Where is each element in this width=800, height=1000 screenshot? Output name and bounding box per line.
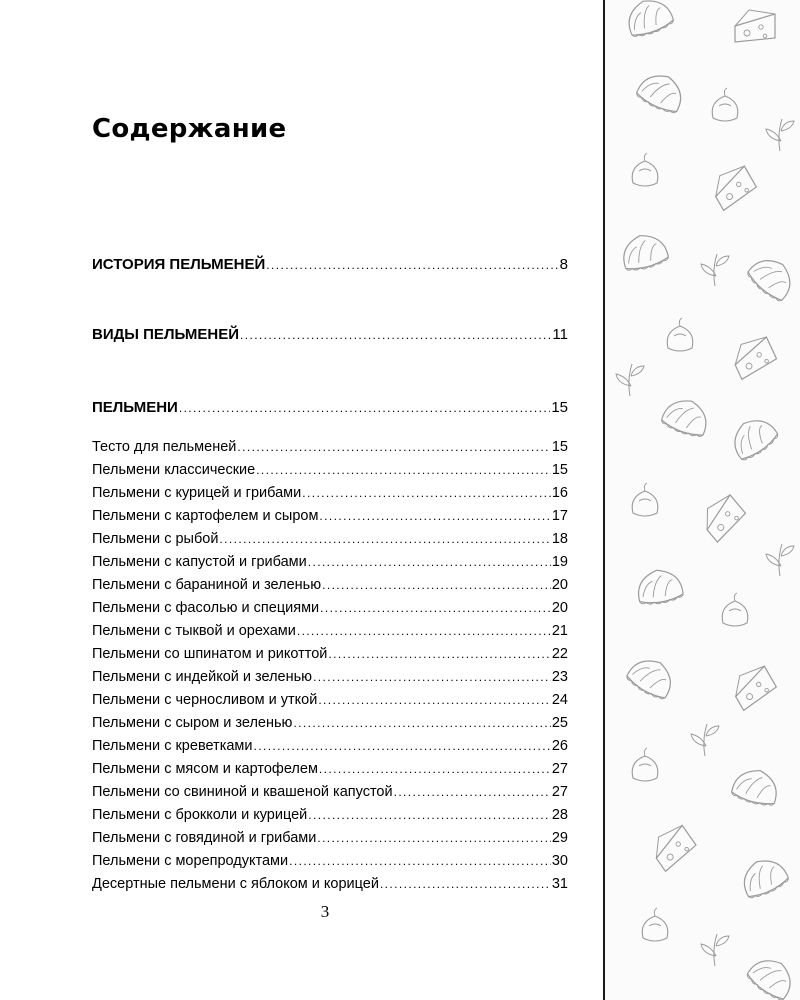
toc-leader (240, 326, 551, 344)
toc-leader (319, 760, 551, 778)
toc-entry-label: Пельмени со свининой и квашеной капустой (92, 784, 393, 800)
toc-entry-label: Десертные пельмени с яблоком и корицей (92, 876, 379, 892)
toc-section-types (92, 326, 568, 344)
toc-leader (313, 668, 551, 686)
toc-entry (92, 461, 568, 479)
toc-entry-label: Пельмени с сыром и зеленью (92, 715, 293, 731)
toc-entry (92, 714, 568, 732)
toc-entry-page: 17 (551, 508, 568, 524)
toc-entry-label: Пельмени с капустой и грибами (92, 554, 307, 570)
toc-leader (320, 599, 551, 617)
toc-entry-label: Пельмени с фасолью и специями (92, 600, 320, 616)
toc-entry (92, 760, 568, 778)
toc-entry-page: 16 (551, 485, 568, 501)
toc-leader (317, 829, 551, 847)
toc-entry-page: 15 (551, 462, 568, 478)
decorative-pattern (605, 0, 800, 1000)
toc-entry-label: Пельмени с брокколи и курицей (92, 807, 308, 823)
toc-entry-page: 23 (551, 669, 568, 685)
toc-leader (179, 399, 550, 417)
toc-entry-page: 20 (551, 577, 568, 593)
toc-entry (92, 783, 568, 801)
toc-entry-page: 19 (551, 554, 568, 570)
toc-entry-page: 21 (551, 623, 568, 639)
toc-entry (92, 691, 568, 709)
toc-entry-page: 25 (551, 715, 568, 731)
toc-entry (92, 599, 568, 617)
toc-entry-label: Пельмени с тыквой и орехами (92, 623, 296, 639)
toc-leader (302, 484, 551, 502)
toc-entry-label: Пельмени с рыбой (92, 531, 219, 547)
toc-entry-label: Тесто для пельменей (92, 439, 237, 455)
toc-entry-page: 22 (551, 646, 568, 662)
toc-entry-page: 30 (551, 853, 568, 869)
page-title: Содержание (92, 114, 287, 144)
toc-entry-page: 18 (551, 531, 568, 547)
toc-section-page: 8 (559, 256, 568, 273)
toc-entry-page: 26 (551, 738, 568, 754)
toc-leader (266, 256, 558, 274)
toc-entry (92, 875, 568, 893)
toc-section-history (92, 256, 568, 274)
toc-section-page: 11 (552, 326, 568, 343)
toc-entry-page: 24 (551, 692, 568, 708)
toc-entry (92, 737, 568, 755)
toc-leader (289, 852, 551, 870)
toc-section-label: ПЕЛЬМЕНИ (92, 399, 178, 416)
toc-entry-label: Пельмени с морепродуктами (92, 853, 289, 869)
toc-leader (308, 553, 551, 571)
toc-leader (256, 461, 551, 479)
toc-entry (92, 553, 568, 571)
toc-entry (92, 829, 568, 847)
toc-leader (380, 875, 551, 893)
toc-leader (293, 714, 550, 732)
toc-entry (92, 806, 568, 824)
toc-entry-label: Пельмени с бараниной и зеленью (92, 577, 322, 593)
toc-leader (318, 691, 551, 709)
toc-entry-page: 29 (551, 830, 568, 846)
toc-leader (319, 507, 550, 525)
toc-entry (92, 507, 568, 525)
toc-entry (92, 668, 568, 686)
toc-entry-label: Пельмени с мясом и картофелем (92, 761, 318, 777)
toc-entry-label: Пельмени со шпинатом и рикоттой (92, 646, 328, 662)
toc-leader (322, 576, 551, 594)
toc-entry-page: 20 (551, 600, 568, 616)
toc-leader (254, 737, 551, 755)
toc-entry (92, 484, 568, 502)
toc-leader (237, 438, 550, 456)
toc-entry (92, 530, 568, 548)
toc-entry (92, 438, 568, 456)
toc-leader (328, 645, 550, 663)
toc-entry (92, 645, 568, 663)
toc-leader (219, 530, 550, 548)
page-number: 3 (320, 902, 330, 921)
dumpling-pattern-icon (605, 0, 800, 1000)
toc-leader (297, 622, 551, 640)
toc-section-label: ИСТОРИЯ ПЕЛЬМЕНЕЙ (92, 256, 266, 273)
toc-entry-label: Пельмени с картофелем и сыром (92, 508, 319, 524)
toc-entry-page: 28 (551, 807, 568, 823)
toc-entry-label: Пельмени с говядиной и грибами (92, 830, 317, 846)
toc-leader (308, 806, 551, 824)
toc-leader (394, 783, 551, 801)
toc-entry-label: Пельмени с черносливом и уткой (92, 692, 318, 708)
toc-entry-page: 27 (551, 761, 568, 777)
toc-section-pelmeni (92, 399, 568, 417)
toc-entry-label: Пельмени с креветками (92, 738, 253, 754)
toc-entry-label: Пельмени с курицей и грибами (92, 485, 302, 501)
toc-entry-page: 31 (551, 876, 568, 892)
toc-entry-page: 15 (551, 439, 568, 455)
toc-entry-label: Пельмени с индейкой и зеленью (92, 669, 313, 685)
toc-entry (92, 852, 568, 870)
toc-entry (92, 576, 568, 594)
toc-section-page: 15 (551, 399, 568, 416)
toc-section-label: ВИДЫ ПЕЛЬМЕНЕЙ (92, 326, 239, 343)
toc-entry-label: Пельмени классические (92, 462, 256, 478)
toc-entry-page: 27 (551, 784, 568, 800)
toc-entry (92, 622, 568, 640)
